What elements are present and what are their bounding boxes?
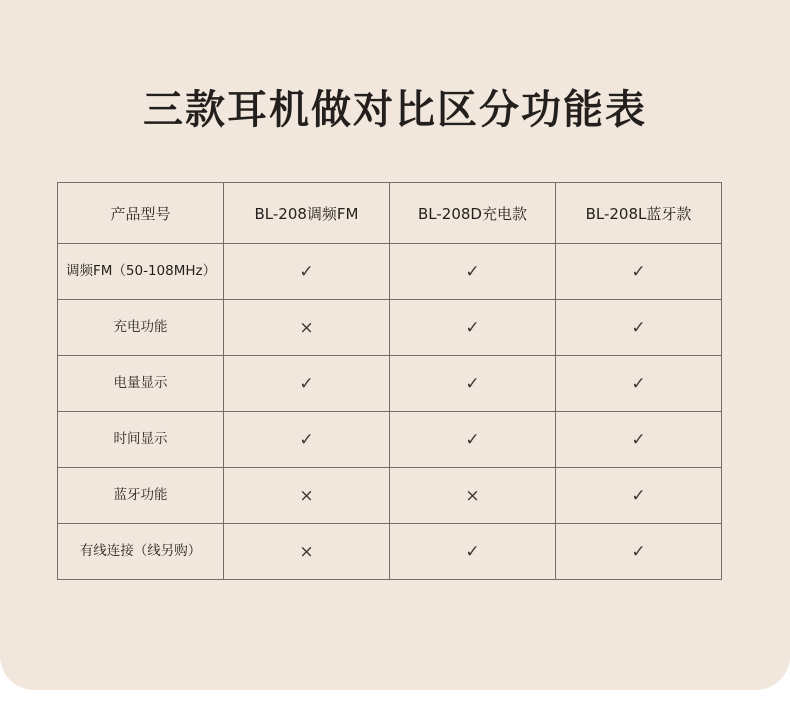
row-label-wired: 有线连接（线另购） xyxy=(58,524,224,580)
cell-charging-model-1: × xyxy=(224,300,390,356)
table-row xyxy=(58,300,722,356)
row-label-charging: 充电功能 xyxy=(58,300,224,356)
table-row xyxy=(58,524,722,580)
cell-charging-model-2: ✓ xyxy=(390,300,556,356)
table-body xyxy=(58,244,722,580)
table-row xyxy=(58,356,722,412)
cell-fm-model-2: ✓ xyxy=(390,244,556,300)
cell-time-display-model-2: ✓ xyxy=(390,412,556,468)
cell-wired-model-3: ✓ xyxy=(556,524,722,580)
page-title: 三款耳机做对比区分功能表 xyxy=(143,87,647,133)
cell-wired-model-2: ✓ xyxy=(390,524,556,580)
table-row xyxy=(58,244,722,300)
row-label-time-display: 时间显示 xyxy=(58,412,224,468)
column-header-model-2: BL-208D充电款 xyxy=(390,183,556,244)
table-row xyxy=(58,412,722,468)
cell-battery-display-model-3: ✓ xyxy=(556,356,722,412)
cell-bluetooth-model-3: ✓ xyxy=(556,468,722,524)
cell-battery-display-model-2: ✓ xyxy=(390,356,556,412)
table-header-row xyxy=(58,183,722,244)
column-header-model-3: BL-208L蓝牙款 xyxy=(556,183,722,244)
column-header-model-1: BL-208调频FM xyxy=(224,183,390,244)
cell-time-display-model-3: ✓ xyxy=(556,412,722,468)
cell-fm-model-1: ✓ xyxy=(224,244,390,300)
row-label-bluetooth: 蓝牙功能 xyxy=(58,468,224,524)
cell-wired-model-1: × xyxy=(224,524,390,580)
row-label-battery-display: 电量显示 xyxy=(58,356,224,412)
row-label-fm: 调频FM（50-108MHz） xyxy=(58,244,224,300)
cell-bluetooth-model-2: × xyxy=(390,468,556,524)
comparison-table-container xyxy=(57,182,721,580)
cell-bluetooth-model-1: × xyxy=(224,468,390,524)
cell-charging-model-3: ✓ xyxy=(556,300,722,356)
cell-time-display-model-1: ✓ xyxy=(224,412,390,468)
column-header-product-model: 产品型号 xyxy=(58,183,224,244)
table-row xyxy=(58,468,722,524)
table-header xyxy=(58,183,722,244)
cell-battery-display-model-1: ✓ xyxy=(224,356,390,412)
cell-fm-model-3: ✓ xyxy=(556,244,722,300)
comparison-table xyxy=(57,182,722,580)
